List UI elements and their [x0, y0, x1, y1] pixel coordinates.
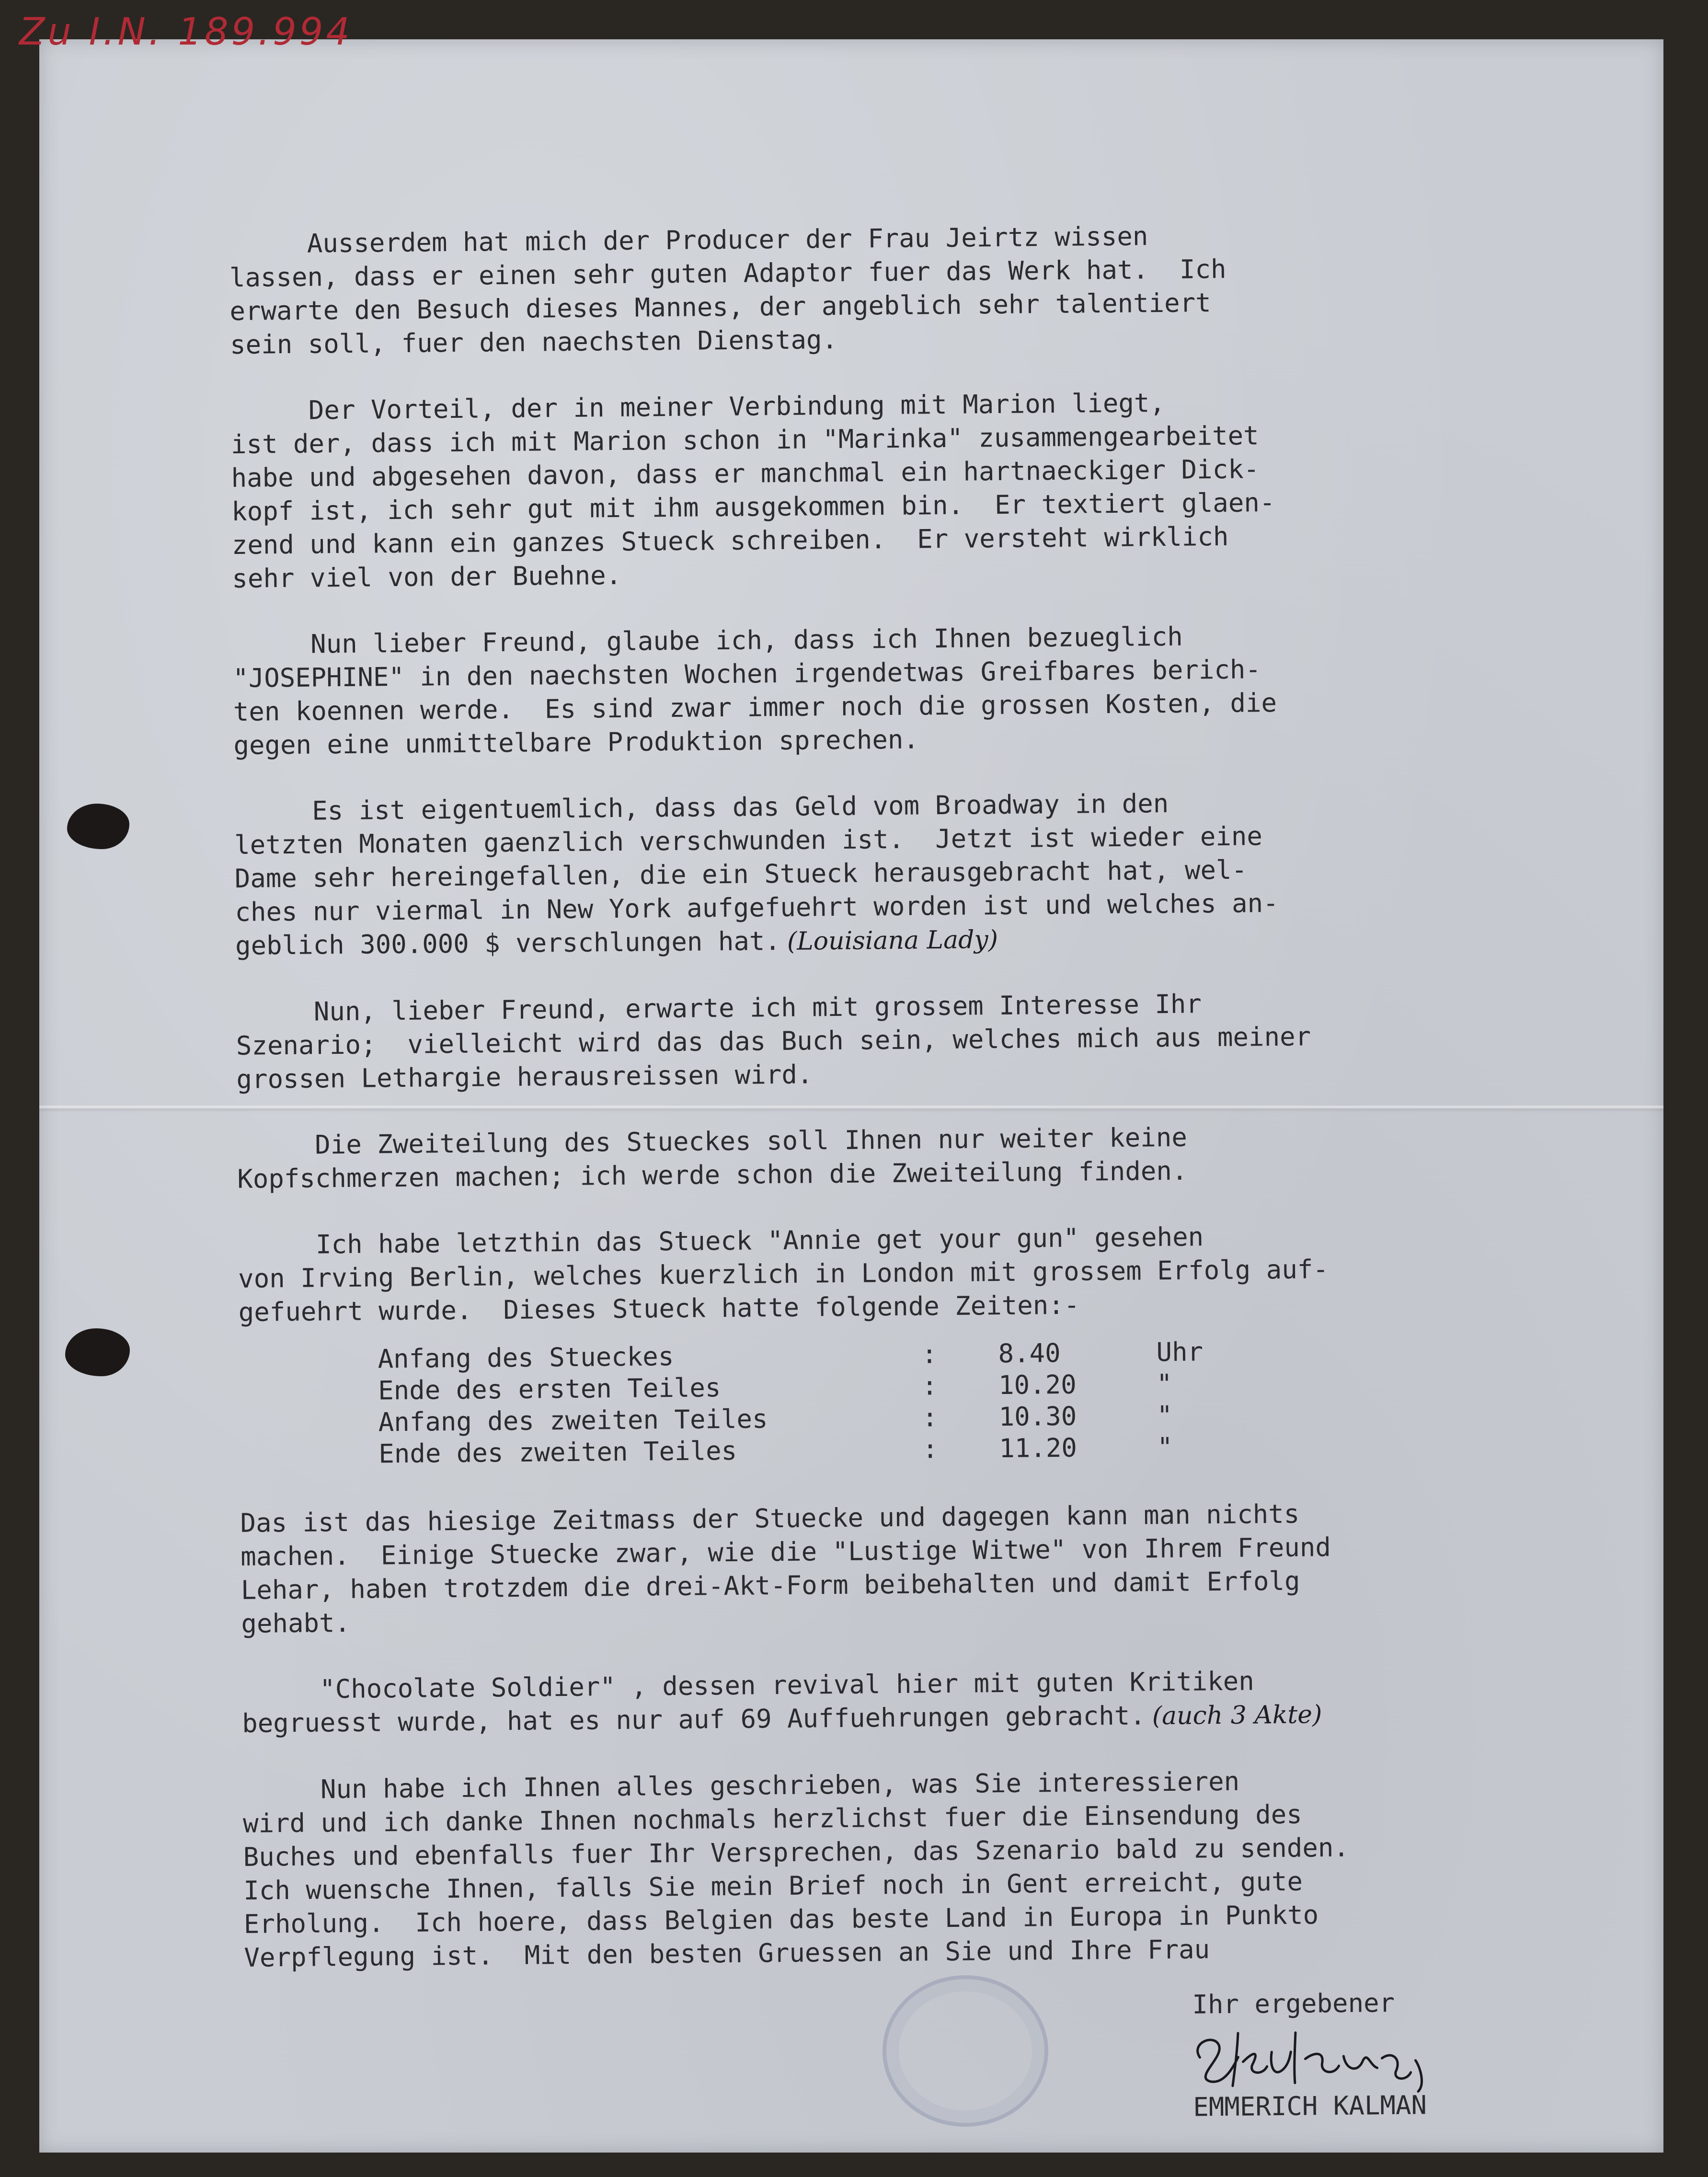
archive-reference-note: Zu I.N. 189.994 — [19, 11, 353, 54]
schedule-label: Ende des ersten Teiles — [378, 1372, 721, 1406]
schedule-colon: : — [921, 1339, 938, 1370]
handwritten-note-louisiana: (Louisiana Lady) — [787, 925, 998, 956]
schedule-colon: : — [922, 1434, 939, 1464]
paragraph-chocolate-soldier — [241, 1661, 1660, 1741]
schedule-time: 11.20 — [999, 1432, 1078, 1464]
paragraph-broadway — [234, 783, 1653, 963]
schedule-colon: : — [921, 1371, 938, 1401]
punch-hole — [65, 1328, 130, 1376]
paragraph-closing-wishes: Nun habe ich Ihnen alles geschrieben, was Sie interessieren wird und ich danke Ihnen nochmals herzlichst fuer die Einsendung des Buches und ebenfalls fuer Ihr Versprechen, das Szenario bald zu senden. Ich wuensche Ihnen, falls Sie mein Brief noch in Gent erreicht, gute Erholung. Ich hoere, dass Belgien das beste Land in Europa in Punkto Verpflegung ist. Mit den besten Gruessen an Sie und Ihre Frau — [242, 1766, 1350, 1973]
paragraph-zeitmass: Das ist das hiesige Zeitmass der Stuecke und dagegen kann man nichts machen. Einige Stuecke zwar, wie die "Lustige Witwe" von Ihrem Freund Lehar, haben trotzdem die drei-Akt-Form beibehalten und damit Erfolg gehabt. — [240, 1498, 1331, 1639]
typed-signatory-name: EMMERICH KALMAN — [1193, 2090, 1427, 2122]
schedule-label: Anfang des Stueckes — [378, 1341, 674, 1374]
schedule-time: 10.20 — [998, 1369, 1077, 1401]
paragraph-chocolate-soldier-text: "Chocolate Soldier" , dessen revival hier mit guten Kritiken begruesst wurde, hat es nur auf 69 Auffuehrungen gebracht. — [241, 1666, 1255, 1739]
closing-phrase: Ihr ergebener — [1192, 1987, 1395, 2020]
schedule-time: 8.40 — [998, 1337, 1061, 1369]
paragraph-broadway-text: Es ist eigentuemlich, dass das Geld vom Broadway in den letzten Monaten gaenzlich verschwunden ist. Jetzt ist wieder eine Dame sehr hereingefallen, die ein Stueck herausgebracht hat, wel- ches nur viermal in New York aufgefuehrt worden ist und welches an- geblich 300.000 $ verschlungen hat. — [234, 788, 1279, 961]
signature-block — [1192, 1983, 1663, 2125]
handwritten-signature — [1181, 2022, 1449, 2096]
schedule-unit: " — [1157, 1400, 1173, 1431]
schedule-label: Anfang des zweiten Teiles — [378, 1404, 768, 1438]
punch-hole — [67, 804, 129, 849]
paragraph-adaptor: Ausserdem hat mich der Producer der Frau Jeirtz wissen lassen, dass er einen sehr guten Adaptor fuer das Werk hat. Ich erwarte den Besuch dieses Mannes, der angeblich sehr talentiert sein soll, fuer den naechsten Dienstag. — [229, 221, 1227, 360]
paragraph-annie: Ich habe letzthin das Stueck "Annie get your gun" gesehen von Irving Berlin, welches kuerzlich in London mit grossem Erfolg auf- gefuehrt wurde. Dieses Stueck hatte folgende Zeiten:- — [238, 1221, 1329, 1327]
paragraph-zweiteilung: Die Zweiteilung des Stueckes soll Ihnen nur weiter keine Kopfschmerzen machen; ich werde schon die Zweiteilung finden. — [237, 1122, 1188, 1194]
schedule-table — [239, 1332, 1658, 1471]
schedule-unit: " — [1157, 1431, 1173, 1463]
schedule-unit: " — [1156, 1368, 1172, 1399]
schedule-unit: Uhr — [1156, 1336, 1204, 1368]
handwritten-note-akte: (auch 3 Akte) — [1152, 1700, 1322, 1731]
paragraph-marion: Der Vorteil, der in meiner Verbindung mit Marion liegt, ist der, dass ich mit Marion schon in "Marinka" zusammengearbeitet habe und abgesehen davon, dass er manchmal ein hartnaeckiger Dick- kopf ist, ich sehr gut mit ihm ausgekommen bin. Er textiert glaen- zend und kann ein ganzes Stueck schreiben. Er versteht wirklich sehr viel von der Buehne. — [230, 387, 1275, 594]
schedule-label: Ende des zweiten Teiles — [378, 1435, 737, 1469]
letter-body — [229, 215, 1664, 2133]
schedule-colon: : — [922, 1402, 938, 1433]
paragraph-josephine: Nun lieber Freund, glaube ich, dass ich Ihnen bezueglich "JOSEPHINE" in den naechsten Wochen irgendetwas Greifbares berich- ten koennen werde. Es sind zwar immer noch die grossen Kosten, die gegen eine unmittelbare Produktion sprechen. — [232, 621, 1277, 760]
paragraph-szenario: Nun, lieber Freund, erwarte ich mit grossem Interesse Ihr Szenario; vielleicht wird das das Buch sein, welches mich aus meiner grossen Lethargie herausreissen wird. — [236, 989, 1311, 1094]
schedule-time: 10.30 — [998, 1401, 1077, 1432]
